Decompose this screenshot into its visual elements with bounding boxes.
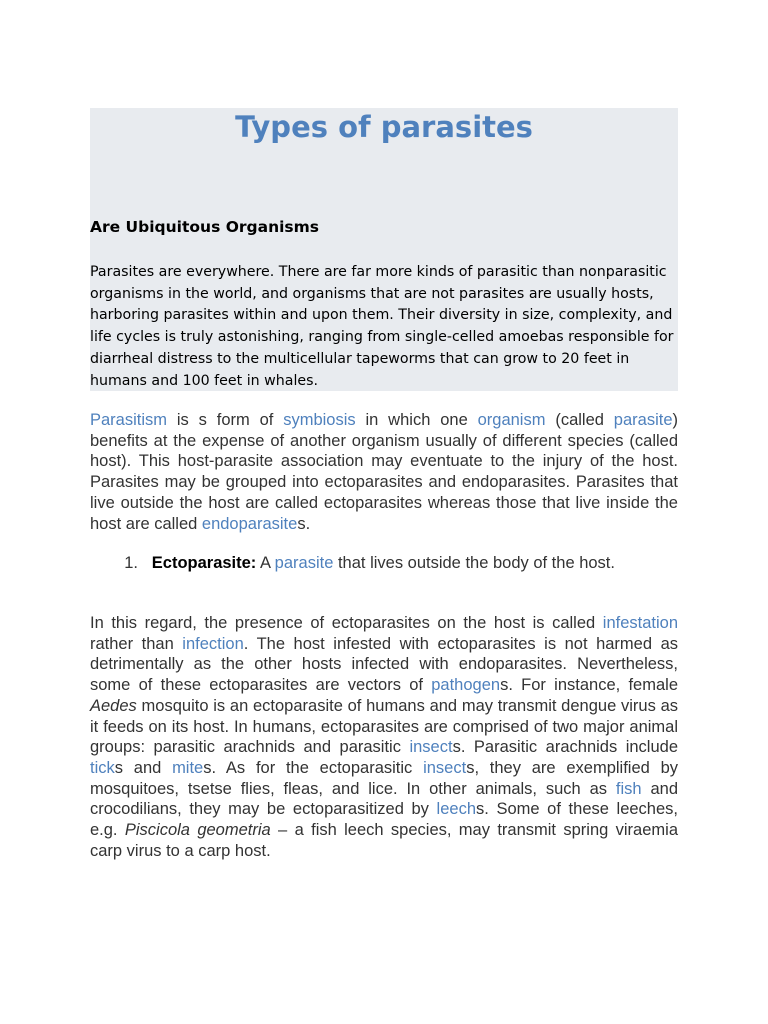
text-run: is s form of bbox=[167, 411, 284, 429]
link-mite[interactable]: mite bbox=[172, 758, 204, 777]
text-run: s, they are exemplified by mosquitoes, tsetse flies, fleas, and lice. In other animals, such as bbox=[90, 758, 679, 798]
text-run: s. Some of these leeches, e.g. bbox=[90, 800, 678, 840]
text-run: in which one bbox=[355, 411, 478, 429]
text-run: rather than bbox=[90, 634, 183, 653]
list-item bbox=[90, 553, 678, 574]
link-tick[interactable]: tick bbox=[90, 758, 115, 777]
text-run: s and bbox=[114, 758, 173, 777]
text-run: A bbox=[256, 554, 275, 572]
link-infection[interactable]: infection bbox=[182, 634, 244, 653]
text-run: In this regard, the presence of ectoparasites on the host is called bbox=[90, 614, 603, 632]
text-run: s. bbox=[297, 514, 311, 533]
link-insect-2[interactable]: insect bbox=[423, 758, 467, 777]
link-leech[interactable]: leech bbox=[436, 800, 476, 819]
text-run: s. Parasitic arachnids include bbox=[452, 738, 678, 757]
section-subheading: Are Ubiquitous Organisms bbox=[90, 218, 320, 236]
text-run: s. As for the ectoparasitic bbox=[203, 758, 424, 777]
list-number: 1. bbox=[124, 554, 138, 572]
intro-paragraph: Parasites are everywhere. There are far more kinds of parasitic than nonparasitic organisms in the world, and organisms that are not parasites are usually hosts, harboring parasites within and upon them. Their diversity in size, complexity, and life cycles is truly astonishing, ranging from single-celled amoebas responsible for diarrheal distress to the multicellular tapeworms that can grow to 20 feet in humans and 100 feet in whales. bbox=[90, 264, 674, 389]
ectoparasite-paragraph bbox=[90, 613, 678, 861]
link-fish[interactable]: fish bbox=[615, 779, 642, 798]
link-infestation[interactable]: infestation bbox=[602, 614, 678, 632]
text-run: (called bbox=[545, 411, 614, 429]
link-organism[interactable]: organism bbox=[477, 411, 546, 429]
link-parasite[interactable]: parasite bbox=[613, 411, 673, 429]
parasitism-paragraph bbox=[90, 410, 678, 534]
link-symbiosis[interactable]: symbiosis bbox=[283, 411, 356, 429]
link-pathogen[interactable]: pathogen bbox=[431, 676, 501, 695]
text-run: s. For instance, female bbox=[500, 676, 678, 695]
link-insect[interactable]: insect bbox=[409, 738, 453, 757]
text-run: mosquito is an ectoparasite of humans and may transmit dengue virus as it feeds on its host. In humans, ectoparasites are comprised of two major animal groups: parasitic arachnids and parasitic bbox=[90, 696, 678, 757]
link-parasitism[interactable]: Parasitism bbox=[90, 411, 168, 429]
link-endoparasite[interactable]: endoparasite bbox=[201, 514, 298, 533]
text-run: and crocodilians, they may be ectoparasitized by bbox=[90, 779, 678, 819]
text-run: . The host infested with ectoparasites is not harmed as detrimentally as the other hosts infected with endoparasites. Nevertheless, some of these ectoparasites are vectors of bbox=[90, 634, 678, 695]
list-term: Ectoparasite: bbox=[151, 554, 257, 572]
page-title: Types of parasites bbox=[235, 110, 533, 144]
link-parasite-definition[interactable]: parasite bbox=[274, 554, 334, 572]
text-run: – a fish leech species, may transmit spring viraemia carp virus to a carp host. bbox=[90, 821, 678, 860]
text-run: ) benefits at the expense of another organism usually of different species (called host). This host-parasite association may eventuate to the injury of the host. Parasites may be grouped into ectoparasites and endoparasites. Parasites that live outside the host are called ectoparasites whereas those that live inside the host are called bbox=[90, 411, 678, 533]
italic-piscicola: Piscicola geometria bbox=[124, 821, 271, 840]
definition-list bbox=[90, 553, 678, 574]
text-run: that lives outside the body of the host. bbox=[333, 554, 615, 572]
italic-aedes: Aedes bbox=[90, 696, 137, 715]
